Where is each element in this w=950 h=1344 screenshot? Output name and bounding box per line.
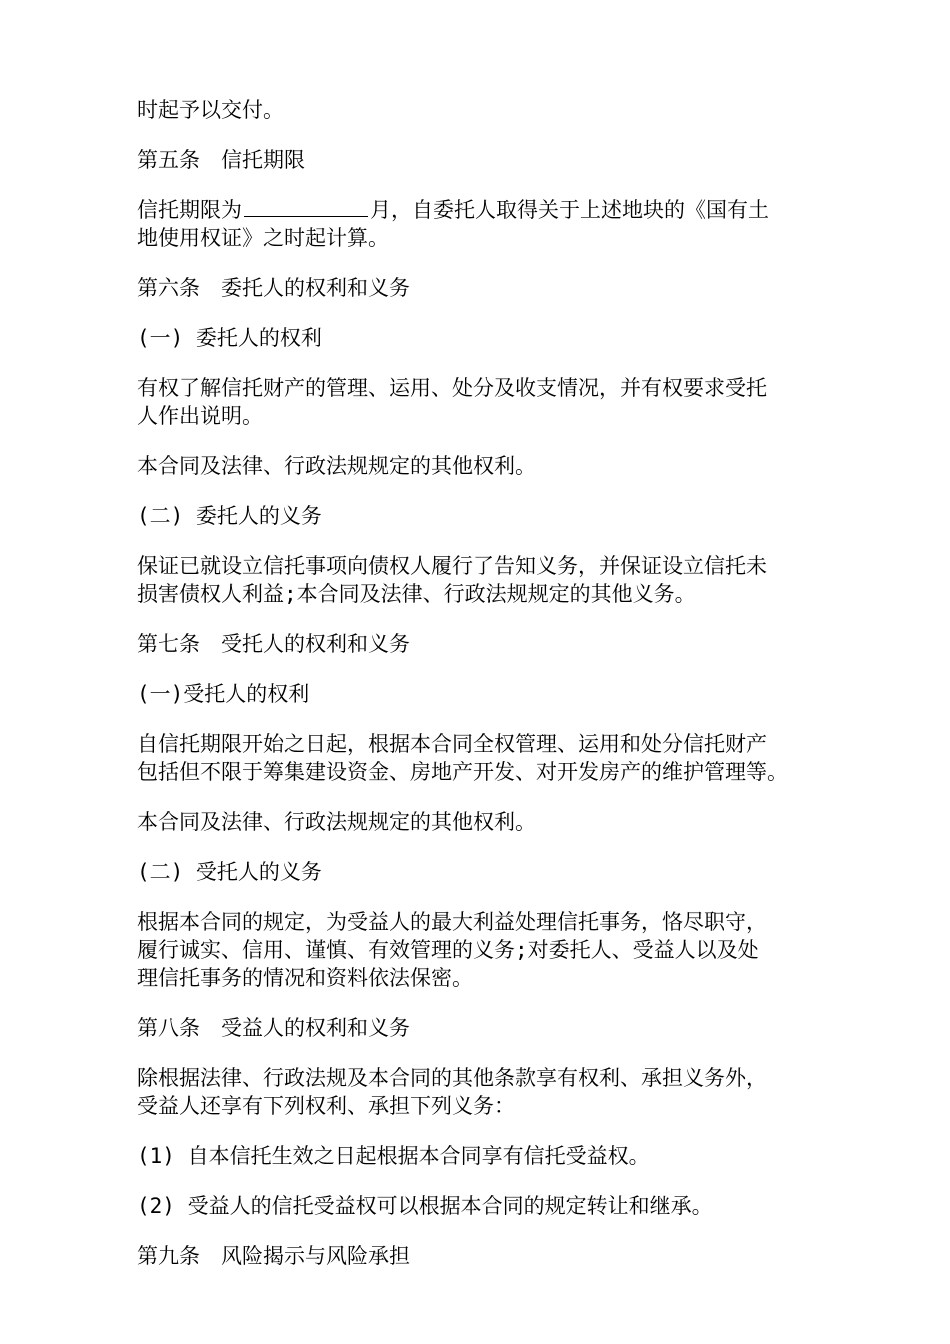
text-line: 理信托事务的情况和资料依法保密。 (137, 966, 473, 990)
text-line: 除根据法律、行政法规及本合同的其他条款享有权利、承担义务外， (137, 1066, 767, 1090)
text-line: 履行诚实、信用、谨慎、有效管理的义务;对委托人、受益人以及处 (137, 938, 759, 962)
heading-article-9 (137, 1242, 819, 1270)
blank-field-months[interactable] (244, 196, 368, 217)
text-line: 本合同及法律、行政法规规定的其他权利。 (137, 810, 536, 834)
paragraph-trustee-obligations (137, 908, 819, 992)
text-line: 第八条 受益人的权利和义务 (137, 1016, 410, 1040)
heading-article-7 (137, 630, 819, 658)
text-segment: 信托期限为 (137, 198, 242, 222)
paragraph-settlor-rights (137, 374, 819, 430)
paragraph-settlor-other-rights (137, 452, 819, 480)
paragraph-settlor-obligations (137, 552, 819, 608)
text-line: 时起予以交付。 (137, 98, 284, 122)
text-line (137, 196, 819, 224)
text-line: 地使用权证》之时起计算。 (137, 226, 389, 250)
subheading-trustee-rights (137, 680, 819, 708)
text-line: 包括但不限于筹集建设资金、房地产开发、对开发房产的维护管理等。 (137, 760, 788, 784)
text-line: 本合同及法律、行政法规规定的其他权利。 (137, 454, 536, 478)
text-line: 人作出说明。 (137, 404, 263, 428)
paragraph-trustee-other-rights (137, 808, 819, 836)
heading-article-5 (137, 146, 819, 174)
text-line: 第五条 信托期限 (137, 148, 305, 172)
text-line: 有权了解信托财产的管理、运用、处分及收支情况，并有权要求受托 (137, 376, 767, 400)
paragraph-trust-term (137, 196, 819, 252)
text-line: (一) 委托人的权利 (137, 326, 322, 350)
list-item-beneficiary-2 (137, 1192, 819, 1220)
text-line: (2) 受益人的信托受益权可以根据本合同的规定转让和继承。 (137, 1194, 713, 1218)
text-line: 第六条 委托人的权利和义务 (137, 276, 410, 300)
subheading-settlor-obligations (137, 502, 819, 530)
text-line: (一)受托人的权利 (137, 682, 310, 706)
paragraph-trustee-rights (137, 730, 819, 786)
text-line: 第九条 风险揭示与风险承担 (137, 1244, 410, 1268)
text-line: 保证已就设立信托事项向债权人履行了告知义务，并保证设立信托未 (137, 554, 767, 578)
text-line: (二) 委托人的义务 (137, 504, 322, 528)
subheading-trustee-obligations (137, 858, 819, 886)
text-line: 第七条 受托人的权利和义务 (137, 632, 410, 656)
text-segment: 月，自委托人取得关于上述地块的《国有土 (370, 198, 769, 222)
heading-article-6 (137, 274, 819, 302)
text-line: 损害债权人利益;本合同及法律、行政法规规定的其他义务。 (137, 582, 696, 606)
text-line: (1) 自本信托生效之日起根据本合同享有信托受益权。 (137, 1144, 650, 1168)
text-line: 自信托期限开始之日起，根据本合同全权管理、运用和处分信托财产 (137, 732, 767, 756)
paragraph-beneficiary-intro (137, 1064, 819, 1120)
paragraph-delivery-end (137, 96, 819, 124)
text-line: 根据本合同的规定，为受益人的最大利益处理信托事务，恪尽职守， (137, 910, 767, 934)
list-item-beneficiary-1 (137, 1142, 819, 1170)
text-line: 受益人还享有下列权利、承担下列义务： (137, 1094, 515, 1118)
subheading-settlor-rights (137, 324, 819, 352)
document-page (137, 96, 819, 1292)
text-line: (二) 受托人的义务 (137, 860, 322, 884)
heading-article-8 (137, 1014, 819, 1042)
